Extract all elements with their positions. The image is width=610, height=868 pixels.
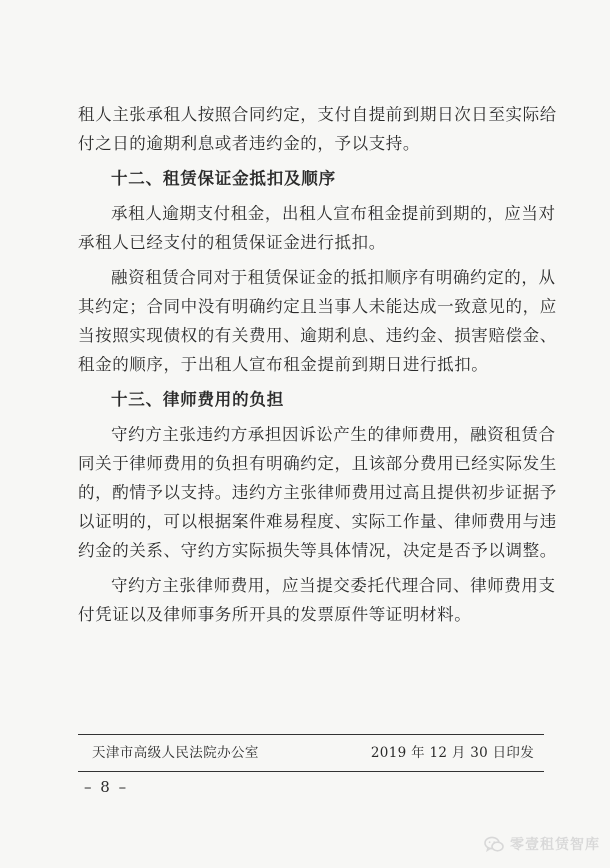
- paragraph-line: 融资租赁合同对于租赁保证金的抵扣顺序有明确约定的，从: [111, 268, 556, 287]
- document-body: [78, 100, 557, 629]
- paragraph-line: 租金的顺序，于出租人宣布租金提前到期日进行抵扣。: [78, 355, 489, 374]
- paragraph-line: 同关于律师费用的负担有明确约定，且该部分费用已经实际发生: [78, 454, 557, 473]
- issuance-footer: [78, 740, 544, 766]
- paragraph-line: 承租人已经支付的租赁保证金进行抵扣。: [78, 233, 386, 252]
- paragraph-line: 付之日的逾期利息或者违约金的，予以支持。: [78, 134, 420, 153]
- issuer-name: 天津市高级人民法院办公室: [92, 745, 259, 761]
- paragraph-line: 的，酌情予以支持。违约方主张律师费用过高且提供初步证据予: [78, 483, 557, 502]
- paragraph-line: 付凭证以及律师事务所开具的发票原件等证明材料。: [78, 605, 472, 624]
- paragraph-line: 守约方主张违约方承担因诉讼产生的律师费用，融资租赁合: [111, 425, 556, 444]
- paragraph-line: 其约定；合同中没有明确约定且当事人未能达成一致意见的，应: [78, 297, 557, 316]
- footer-bottom-rule: [78, 771, 544, 772]
- paragraph-line: 租人主张承租人按照合同约定，支付自提前到期日次日至实际给: [78, 105, 557, 124]
- paragraph-line: 守约方主张律师费用，应当提交委托代理合同、律师费用支: [111, 576, 556, 595]
- paragraph-line: 以证明的，可以根据案件难易程度、实际工作量、律师费用与违: [78, 512, 557, 531]
- issue-date: 2019 年 12 月 30 日印发: [370, 745, 534, 761]
- wechat-icon: [484, 836, 504, 853]
- footer-top-rule: [78, 734, 544, 735]
- paragraph-line: 当按照实现债权的有关费用、逾期利息、违约金、损害赔偿金、: [78, 326, 557, 345]
- watermark-text: 零壹租赁智库: [510, 837, 600, 853]
- paragraph-line: 承租人逾期支付租金，出租人宣布租金提前到期的，应当对: [111, 204, 556, 223]
- watermark: [484, 834, 600, 854]
- page-number: – 8 –: [84, 778, 129, 796]
- section-heading-12: 十二、租赁保证金抵扣及顺序: [111, 169, 336, 188]
- paragraph-line: 约金的关系、守约方实际损失等具体情况，决定是否予以调整。: [78, 541, 557, 560]
- section-heading-13: 十三、律师费用的负担: [111, 390, 284, 409]
